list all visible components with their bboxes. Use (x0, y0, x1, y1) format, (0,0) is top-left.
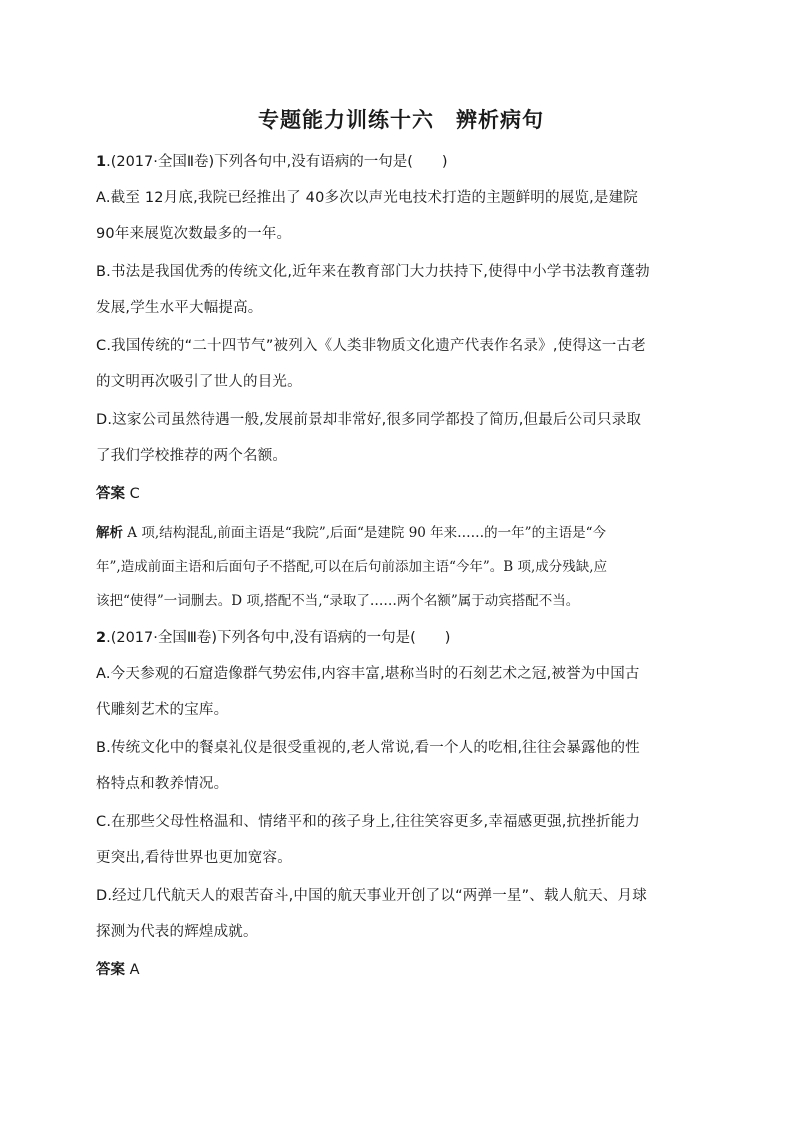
option-line: 更突出,看待世界也更加宽容。 (96, 850, 292, 866)
option-d (96, 408, 706, 468)
option-line: 的文明再次吸引了世人的目光。 (96, 374, 302, 390)
option-line: 格特点和教养情况。 (96, 776, 229, 792)
option-d (96, 884, 706, 944)
analysis-line (96, 522, 706, 544)
answer (96, 958, 706, 982)
analysis-label: 解析 (96, 525, 123, 541)
option-b (96, 260, 706, 320)
answer-value: C (125, 486, 140, 502)
option-c (96, 810, 706, 870)
answer-label: 答案 (96, 486, 125, 502)
answer (96, 482, 706, 506)
question-2 (96, 626, 706, 982)
analysis-line: 该把“使得”一词删去。D 项,搭配不当,“录取了……两个名额”属于动宾搭配不当。 (96, 593, 580, 609)
answer-label: 答案 (96, 962, 125, 978)
analysis-text: A 项,结构混乱,前面主语是“我院”,后面“是建院 90 年来……的一年”的主语是“今 (123, 525, 606, 541)
answer-value: A (125, 962, 140, 978)
option-line: 90年来展览次数最多的一年。 (96, 226, 292, 242)
question-number: 1 (96, 154, 107, 170)
question-1 (96, 150, 706, 612)
option-line: D.经过几代航天人的艰苦奋斗,中国的航天事业开创了以“两弹一星”、载人航天、月球 (96, 888, 647, 904)
question-stem (96, 150, 706, 174)
option-line: C.在那些父母性格温和、情绪平和的孩子身上,往往笑容更多,幸福感更强,抗挫折能力 (96, 814, 641, 830)
option-a (96, 186, 706, 246)
option-line: 了我们学校推荐的两个名额。 (96, 448, 288, 464)
question-number: 2 (96, 630, 107, 646)
option-line: 代雕刻艺术的宝库。 (96, 702, 229, 718)
page-title (96, 104, 706, 136)
analysis (96, 522, 706, 612)
option-line: B.书法是我国优秀的传统文化,近年来在教育部门大力扶持下,使得中小学书法教育蓬勃 (96, 264, 650, 280)
question-text: .(2017·全国Ⅱ卷)下列各句中,没有语病的一句是( ) (106, 154, 448, 170)
option-line: B.传统文化中的餐桌礼仪是很受重视的,老人常说,看一个人的吃相,往往会暴露他的性 (96, 740, 640, 756)
title-main: 专题能力训练十六 (258, 108, 434, 132)
option-line: A.截至 12月底,我院已经推出了 40多次以声光电技术打造的主题鲜明的展览,是建院 (96, 190, 639, 206)
question-text: .(2017·全国Ⅲ卷)下列各句中,没有语病的一句是( ) (106, 630, 451, 646)
option-line: A.今天参观的石窟造像群气势宏伟,内容丰富,堪称当时的石刻艺术之冠,被誉为中国古 (96, 666, 640, 682)
option-line: 发展,学生水平大幅提高。 (96, 300, 263, 316)
question-stem (96, 626, 706, 650)
option-line: C.我国传统的“二十四节气”被列入《人类非物质文化遗产代表作名录》,使得这一古老 (96, 338, 646, 354)
option-b (96, 736, 706, 796)
title-sub: 辨析病句 (456, 108, 544, 132)
analysis-line: 年”,造成前面主语和后面句子不搭配,可以在后句前添加主语“今年”。B 项,成分残缺,应 (96, 559, 608, 575)
option-line: 探测为代表的辉煌成就。 (96, 924, 258, 940)
option-a (96, 662, 706, 722)
option-line: D.这家公司虽然待遇一般,发展前景却非常好,很多同学都投了简历,但最后公司只录取 (96, 412, 642, 428)
option-c (96, 334, 706, 394)
